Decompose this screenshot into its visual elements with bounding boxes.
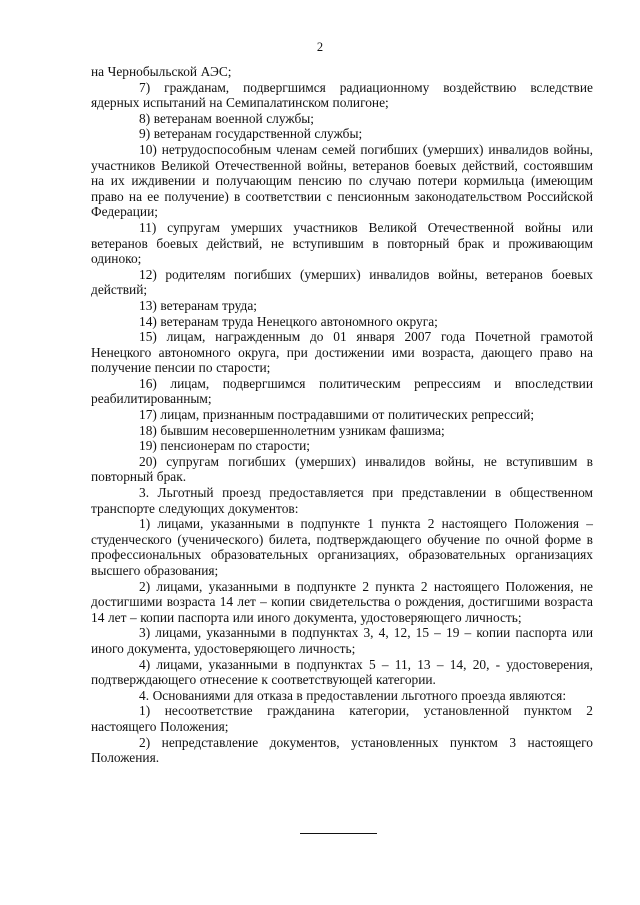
- page-number: 2: [316, 40, 324, 54]
- paragraph: 3) лицами, указанными в подпунктах 3, 4, 12, 15 – 19 – копии паспорта или иного документа, удостоверяющего личность;: [91, 625, 593, 656]
- paragraph: 9) ветеранам государственной службы;: [139, 126, 363, 142]
- footer-rule: [300, 833, 377, 834]
- paragraph: 12) родителям погибших (умерших) инвалидов войны, ветеранов боевых действий;: [91, 266, 593, 298]
- paragraph: 2) непредставление документов, установленных пунктом 3 настоящего Положения.: [91, 734, 593, 766]
- paragraph: 11) супругам умерших участников Великой Отечественной войны или ветеранов боевых действий, не вступившим в повторный брак и проживающим одиноко;: [91, 219, 593, 267]
- paragraph: 8) ветеранам военной службы;: [139, 110, 314, 126]
- paragraph: 1) лицами, указанными в подпункте 1 пункта 2 настоящего Положения – студенческого (ученического) билета, подтверждающего обучение по очной форме в профессиональных образовательных организациях, образовательных организациях высшего образования;: [91, 516, 593, 578]
- paragraph: 14) ветеранам труда Ненецкого автономного округа;: [139, 313, 438, 329]
- paragraph: 20) супругам погибших (умерших) инвалидов войны, не вступившим в повторный брак.: [91, 453, 593, 485]
- document-body: [91, 64, 593, 766]
- paragraph: 17) лицам, признанным пострадавшими от политических репрессий;: [139, 407, 535, 423]
- paragraph: 13) ветеранам труда;: [139, 297, 258, 313]
- paragraph: 4) лицами, указанными в подпунктах 5 – 11, 13 – 14, 20, - удостоверения, подтверждающего отнесение к соответствующей категории.: [91, 656, 593, 688]
- paragraph: 7) гражданам, подвергшимся радиационному воздействию вследствие ядерных испытаний на Семипалатинском полигоне;: [91, 79, 593, 111]
- paragraph: 1) несоответствие гражданина категории, установленной пунктом 2 настоящего Положения;: [91, 703, 593, 734]
- paragraph: 16) лицам, подвергшимся политическим репрессиям и впоследствии реабилитированным;: [91, 375, 593, 407]
- paragraph: 10) нетрудоспособным членам семей погибших (умерших) инвалидов войны, участников Великой Отечественной войны, ветеранов боевых действий, состоявшим на их иждивении и получающим пенсию по случаю потери кормильца (имеющим право на ее получение) в соответствии с пенсионным законодательством Российской Федерации;: [91, 141, 593, 220]
- paragraph: 2) лицами, указанными в подпункте 2 пункта 2 настоящего Положения, не достигшими возраста 14 лет – копии свидетельства о рождения, достигшими возраста 14 лет – копии паспорта или иного документа, удостоверяющего личность;: [91, 578, 593, 625]
- paragraph: на Чернобыльской АЭС;: [91, 64, 232, 79]
- paragraph: 18) бывшим несовершеннолетним узникам фашизма;: [139, 422, 445, 438]
- paragraph: 15) лицам, награжденным до 01 января 2007 года Почетной грамотой Ненецкого автономного округа, при достижении ими возраста, дающего право на получение пенсии по старости;: [91, 329, 593, 376]
- paragraph: 4. Основаниями для отказа в предоставлении льготного проезда являются:: [139, 687, 567, 703]
- paragraph: 19) пенсионерам по старости;: [139, 438, 310, 454]
- paragraph: 3. Льготный проезд предоставляется при представлении в общественном транспорте следующих документов:: [91, 485, 593, 516]
